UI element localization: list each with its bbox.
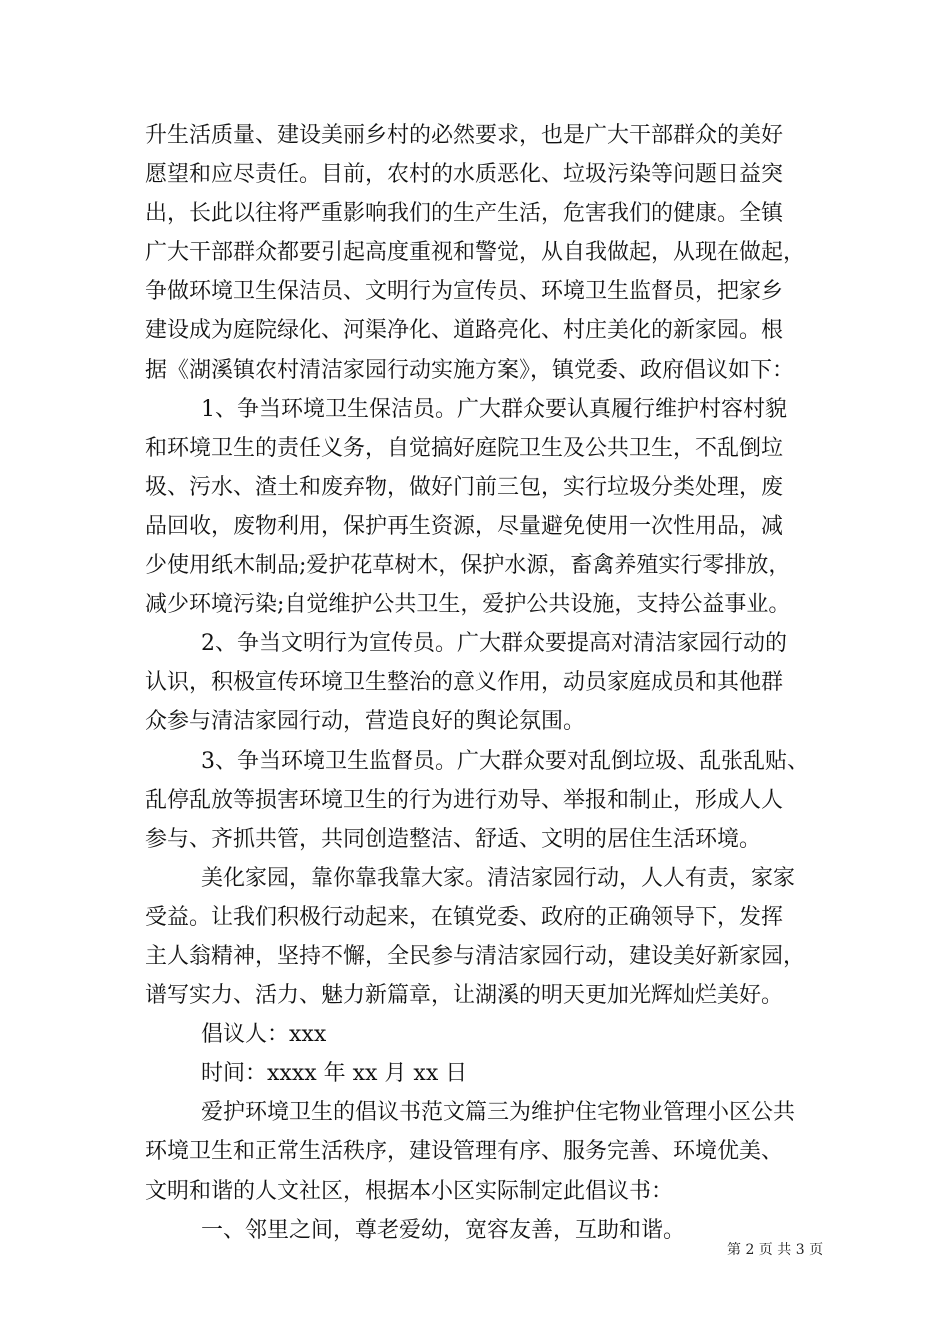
text-line: 少使用纸木制品;爱护花草树木，保护水源，畜禽养殖实行零排放， [145, 553, 791, 579]
text-line: 出，长此以往将严重影响我们的生产生活，危害我们的健康。全镇 [145, 201, 784, 227]
text-line: 争做环境卫生保洁员、文明行为宣传员、环境卫生监督员，把家乡 [145, 279, 784, 305]
text-line: 倡议人：xxx [201, 1022, 327, 1048]
text-line: 圾、污水、渣土和废弃物，做好门前三包，实行垃圾分类处理，废 [145, 474, 784, 500]
text-line: 认识，积极宣传环境卫生整治的意义作用，动员家庭成员和其他群 [145, 670, 784, 696]
text-line: 广大干部群众都要引起高度重视和警觉，从自我做起，从现在做起， [145, 240, 806, 266]
text-line: 3、争当环境卫生监督员。广大群众要对乱倒垃圾、乱张乱贴、 [201, 748, 809, 774]
text-line: 爱护环境卫生的倡议书范文篇三为维护住宅物业管理小区公共 [201, 1100, 796, 1126]
text-line: 减少环境污染;自觉维护公共卫生，爱护公共设施，支持公益事业。 [145, 592, 791, 618]
text-line: 主人翁精神，坚持不懈，全民参与清洁家园行动，建设美好新家园， [145, 943, 806, 969]
text-line: 据《湖溪镇农村清洁家园行动实施方案》，镇党委、政府倡议如下： [145, 357, 795, 383]
text-line: 时间：xxxx 年 xx 月 xx 日 [201, 1061, 468, 1087]
text-line: 升生活质量、建设美丽乡村的必然要求，也是广大干部群众的美好 [145, 123, 784, 148]
text-line: 众参与清洁家园行动，营造良好的舆论氛围。 [145, 709, 586, 735]
text-line: 美化家园，靠你靠我靠大家。清洁家园行动，人人有责，家家 [201, 865, 796, 891]
text-line: 文明和谐的人文社区，根据本小区实际制定此倡议书： [145, 1178, 674, 1204]
text-line: 愿望和应尽责任。目前，农村的水质恶化、垃圾污染等问题日益突 [145, 162, 784, 188]
text-line: 谱写实力、活力、魅力新篇章，让湖溪的明天更加光辉灿烂美好。 [145, 983, 784, 1009]
text-line: 参与、齐抓共管，共同创造整洁、舒适、文明的居住生活环境。 [145, 826, 762, 852]
text-line: 和环境卫生的责任义务，自觉搞好庭院卫生及公共卫生，不乱倒垃 [145, 435, 784, 461]
page-number-footer: 第 2 页 共 3 页 [727, 1242, 824, 1258]
document-body [145, 116, 817, 1250]
text-line: 品回收，废物利用，保护再生资源，尽量避免使用一次性用品，减 [145, 513, 784, 539]
text-line: 2、争当文明行为宣传员。广大群众要提高对清洁家园行动的 [201, 631, 787, 657]
text-line: 建设成为庭院绿化、河渠净化、道路亮化、村庄美化的新家园。根 [145, 318, 784, 344]
text-line: 受益。让我们积极行动起来，在镇党委、政府的正确领导下，发挥 [145, 904, 784, 930]
text-line: 一、邻里之间，尊老爱幼，宽容友善，互助和谐。 [201, 1217, 686, 1243]
text-line: 1、争当环境卫生保洁员。广大群众要认真履行维护村容村貌 [201, 396, 787, 422]
text-line: 环境卫生和正常生活秩序，建设管理有序、服务完善、环境优美、 [145, 1139, 784, 1165]
text-line: 乱停乱放等损害环境卫生的行为进行劝导、举报和制止，形成人人 [145, 787, 784, 813]
